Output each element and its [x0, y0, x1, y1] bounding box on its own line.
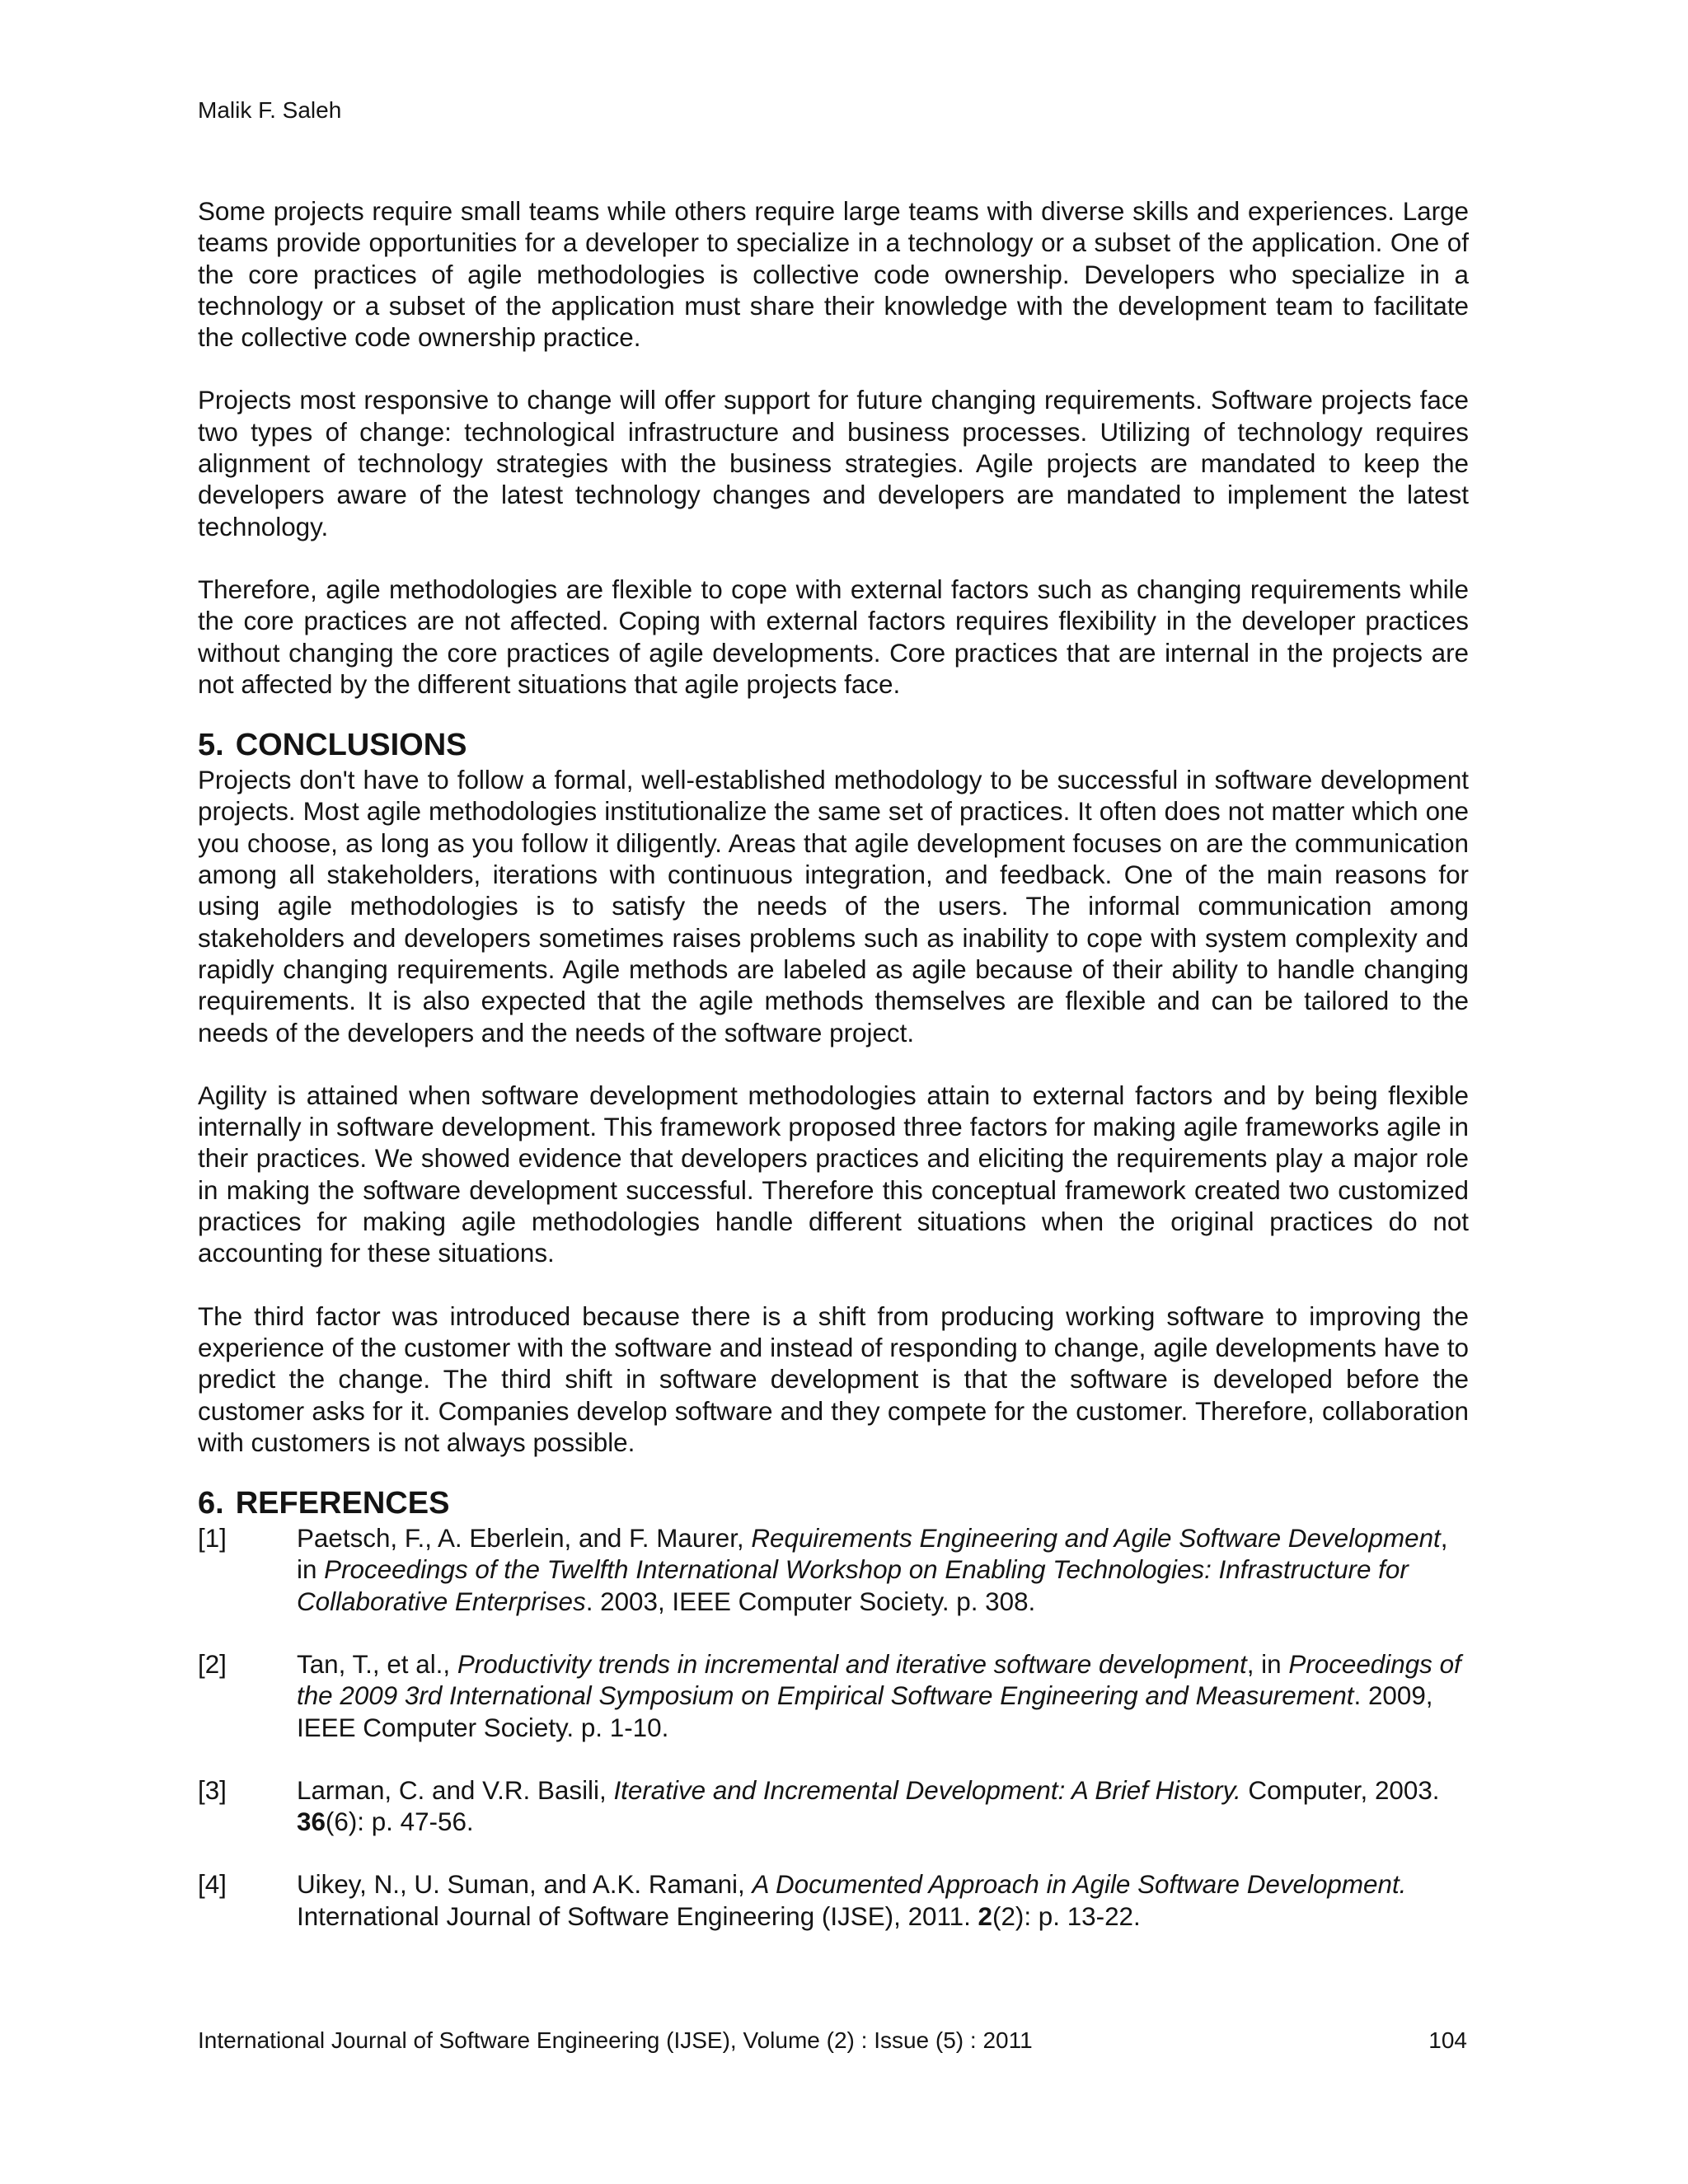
reference-text: [297, 1649, 1469, 1744]
section-number: 5.: [198, 728, 224, 763]
section-heading-references: [198, 1485, 1469, 1521]
reference-item: [198, 1523, 1469, 1618]
section-title: CONCLUSIONS: [235, 728, 467, 763]
section-number: 6.: [198, 1486, 224, 1521]
reference-item: [198, 1649, 1469, 1744]
body-paragraph: Projects don't have to follow a formal, well-established methodology to be successful in software development projects. Most agile methodologies institutionalize the same set of practices. It often does not matter which one you choose, as long as you follow it diligently. Areas that agile development focuses on are the communication among all stakeholders, iterations with continuous integration, and feedback. One of the main reasons for using agile methodologies is to satisfy the needs of the users. The informal communication among stakeholders and developers sometimes raises problems such as inability to cope with system complexity and rapidly changing requirements. Agile methods are labeled as agile because of their ability to handle changing requirements. It is also expected that the agile methods themselves are flexible and can be tailored to the needs of the developers and the needs of the software project.: [198, 766, 1469, 1047]
footer-journal: International Journal of Software Engineering (IJSE), Volume (2) : Issue (5) : 2011: [198, 2027, 1033, 2053]
reference-venue: Proceedings of the 2009 3rd International Symposium on Empirical Software Engineering and Measurement: [297, 1649, 1461, 1711]
reference-authors: Tan, T., et al.,: [297, 1649, 457, 1679]
section-heading-conclusions: [198, 727, 1469, 763]
reference-title: Iterative and Incremental Development: A Brief History.: [613, 1775, 1241, 1805]
reference-title: Productivity trends in incremental and iterative software development: [457, 1649, 1247, 1679]
body-column: [198, 196, 1469, 1964]
running-head-author: Malik F. Saleh: [198, 97, 342, 123]
reference-volume: 2: [978, 1901, 992, 1931]
reference-list: [198, 1523, 1469, 1933]
reference-item: [198, 1775, 1469, 1839]
reference-number: [2]: [198, 1649, 227, 1679]
reference-text: [297, 1869, 1469, 1933]
body-paragraph: Therefore, agile methodologies are flexible to cope with external factors such as changing requirements while the core practices are not affected. Coping with external factors requires flexibility in the developer practices without changing the core practices of agile developments. Core practices that are internal in the projects are not affected by the different situations that agile projects face.: [198, 574, 1469, 699]
reference-connector: , in: [297, 1524, 1448, 1585]
section-title: REFERENCES: [235, 1486, 450, 1521]
reference-title: A Documented Approach in Agile Software Development.: [752, 1870, 1407, 1900]
reference-authors: Uikey, N., U. Suman, and A.K. Ramani,: [297, 1870, 753, 1900]
reference-item: [198, 1869, 1469, 1933]
reference-number: [3]: [198, 1775, 227, 1805]
reference-tail: . 2009, IEEE Computer Society. p. 1-10.: [297, 1681, 1433, 1742]
body-paragraph: Agility is attained when software development methodologies attain to external factors and by being flexible internally in software development. This framework proposed three factors for making agile frameworks agile in their practices. We showed evidence that developers practices and eliciting the requirements play a major role in making the software development successful. Therefore this conceptual framework created two customized practices for making agile methodologies handle different situations when the original practices do not accounting for these situations.: [198, 1080, 1469, 1268]
reference-venue: International Journal of Software Engineering (IJSE), 2011.: [297, 1901, 978, 1931]
reference-volume: 36: [297, 1807, 326, 1837]
reference-authors: Larman, C. and V.R. Basili,: [297, 1775, 614, 1805]
reference-text: [297, 1775, 1469, 1839]
reference-tail: (6): p. 47-56.: [325, 1807, 474, 1837]
reference-venue: Proceedings of the Twelfth International Workshop on Enabling Technologies: Infrastructure for Collaborative Enterprises: [297, 1555, 1409, 1616]
body-paragraph: The third factor was introduced because there is a shift from producing working software to improving the experience of the customer with the software and instead of responding to change, agile developments have to predict the change. The third shift in software development is that the software is developed before the customer asks for it. Companies develop software and they compete for the customer. Therefore, collaboration with customers is not always possible.: [198, 1301, 1469, 1457]
reference-title: Requirements Engineering and Agile Software Development: [751, 1524, 1441, 1554]
body-paragraph: Projects most responsive to change will offer support for future changing requirements. Software projects face two types of change: technological infrastructure and business processes. Utilizing of technology requires alignment of technology strategies with the business strategies. Agile projects are mandated to keep the developers aware of the latest technology changes and developers are mandated to implement the latest technology.: [198, 386, 1469, 541]
reference-text: [297, 1523, 1469, 1618]
page-number: 104: [1428, 2027, 1467, 2053]
reference-connector: , in: [1246, 1649, 1289, 1679]
reference-authors: Paetsch, F., A. Eberlein, and F. Maurer,: [297, 1524, 752, 1554]
reference-number: [4]: [198, 1870, 227, 1900]
reference-tail: . 2003, IEEE Computer Society. p. 308.: [585, 1586, 1036, 1616]
body-paragraph: Some projects require small teams while others require large teams with diverse skills and experiences. Large teams provide opportunities for a developer to specialize in a technology or a subset of the application. One of the core practices of agile methodologies is collective code ownership. Developers who specialize in a technology or a subset of the application must share their knowledge with the development team to facilitate the collective code ownership practice.: [198, 197, 1469, 353]
reference-tail: (2): p. 13-22.: [992, 1901, 1141, 1931]
reference-venue: Computer, 2003.: [1240, 1775, 1440, 1805]
reference-number: [1]: [198, 1524, 227, 1554]
